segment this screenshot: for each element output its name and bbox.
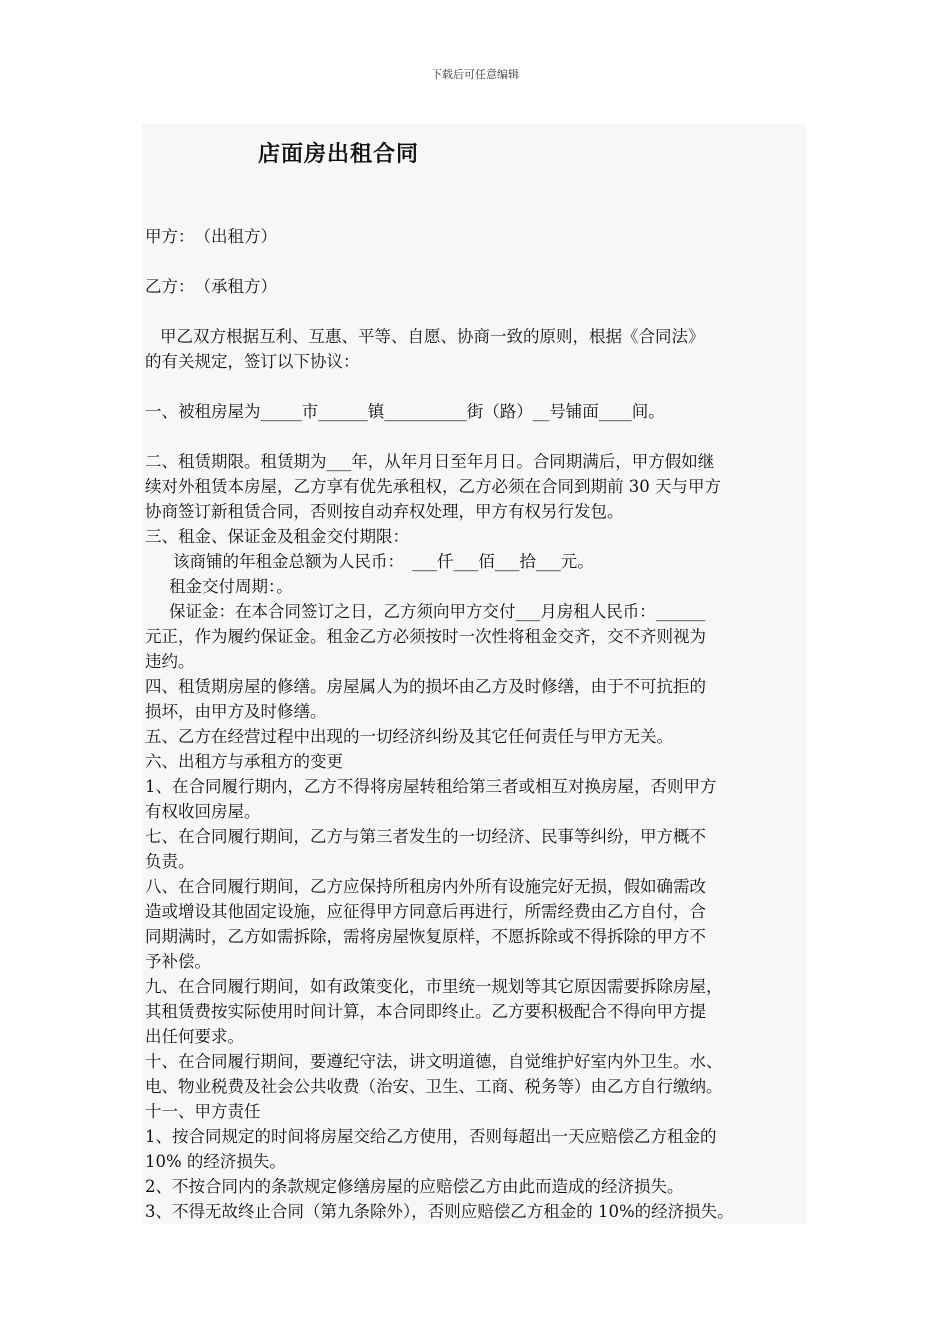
page-header-note: 下载后可任意编辑 <box>431 68 519 81</box>
preamble-line: 甲乙双方根据互利、互惠、平等、自愿、协商一致的原则，根据《合同法》 <box>160 327 705 346</box>
clause-11-item-line: 3、不得无故终止合同（第九条除外），否则应赔偿乙方租金的 10%的经济损失。 <box>145 1202 734 1221</box>
clause-6-item-line: 有权收回房屋。 <box>145 802 261 821</box>
clause-4-line: 四、租赁期房屋的修缮。房屋属人为的损坏由乙方及时修缮，由于不可抗拒的 <box>145 677 706 696</box>
clause-6-item-line: 1、在合同履行期内，乙方不得将房屋转租给第三者或相互对换房屋，否则甲方 <box>145 777 717 796</box>
clause-8-line: 八、在合同履行期间，乙方应保持所租房内外所有设施完好无损，假如确需改 <box>145 877 706 896</box>
clause-8-line: 同期满时，乙方如需拆除，需将房屋恢复原样，不愿拆除或不得拆除的甲方不 <box>145 927 706 946</box>
preamble-line: 的有关规定，签订以下协议： <box>145 352 360 371</box>
clause-6-heading: 六、出租方与承租方的变更 <box>145 752 343 771</box>
clause-7-line: 负责。 <box>145 852 195 871</box>
clause-1-line: 一、被租房屋为_____市______镇__________街（路）__号铺面____间。 <box>145 402 665 421</box>
clause-8-line: 予补偿。 <box>145 952 211 971</box>
clause-9-line: 出任何要求。 <box>145 1027 244 1046</box>
clause-3-deposit-line: 违约。 <box>145 652 195 671</box>
document-title: 店面房出租合同 <box>258 142 420 167</box>
clause-7-line: 七、在合同履行期间，乙方与第三者发生的一切经济、民事等纠纷，甲方概不 <box>145 827 706 846</box>
clause-9-line: 九、在合同履行期间，如有政策变化，市里统一规划等其它原因需要拆除房屋， <box>145 977 723 996</box>
clause-3-deposit-line: 保证金：在本合同签订之日，乙方须向甲方交付___月房租人民币：______ <box>169 602 706 621</box>
clause-11-heading: 十一、甲方责任 <box>145 1102 261 1121</box>
clause-3-rent-line: 该商铺的年租金总额为人民币： ___仟___佰___拾___元。 <box>173 552 594 571</box>
document-content <box>145 224 825 1224</box>
clause-2-line: 二、租赁期限。租赁期为___年，从年月日至年月日。合同期满后，甲方假如继 <box>145 452 715 471</box>
clause-4-line: 损坏，由甲方及时修缮。 <box>145 702 327 721</box>
clause-8-line: 造或增设其他固定设施，应征得甲方同意后再进行，所需经费由乙方自付，合 <box>145 902 706 921</box>
party-b-line: 乙方： （承租方） <box>145 277 277 296</box>
clause-9-line: 其租赁费按实际使用时间计算，本合同即终止。乙方要积极配合不得向甲方提 <box>145 1002 706 1021</box>
clause-3-heading: 三、租金、保证金及租金交付期限： <box>145 527 409 546</box>
clause-2-line: 协商签订新租赁合同，否则按自动弃权处理，甲方有权另行发包。 <box>145 502 624 521</box>
clause-11-item-line: 10% 的经济损失。 <box>145 1152 286 1171</box>
clause-2-line: 续对外租赁本房屋，乙方享有优先承租权，乙方必须在合同到期前 30 天与甲方 <box>145 477 721 496</box>
clause-11-item-line: 1、按合同规定的时间将房屋交给乙方使用，否则每超出一天应赔偿乙方租金的 <box>145 1127 717 1146</box>
clause-10-line: 十、在合同履行期间，要遵纪守法，讲文明道德，自觉维护好室内外卫生。水、 <box>145 1052 723 1071</box>
party-a-line: 甲方： （出租方） <box>145 227 277 246</box>
clause-3-cycle-line: 租金交付周期：。 <box>169 577 293 596</box>
clause-5-line: 五、乙方在经营过程中出现的一切经济纠纷及其它任何责任与甲方无关。 <box>145 727 673 746</box>
clause-11-item-line: 2、不按合同内的条款规定修缮房屋的应赔偿乙方由此而造成的经济损失。 <box>145 1177 684 1196</box>
clause-10-line: 电、物业税费及社会公共收费（治安、卫生、工商、税务等）由乙方自行缴纳。 <box>145 1077 723 1096</box>
clause-3-deposit-line: 元正，作为履约保证金。租金乙方必须按时一次性将租金交齐，交不齐则视为 <box>145 627 706 646</box>
